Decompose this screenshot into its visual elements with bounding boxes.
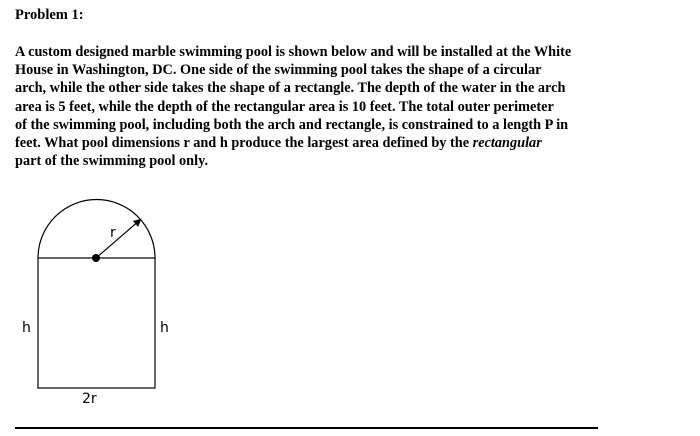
problem-line: part of the swimming pool only. bbox=[15, 153, 209, 170]
problem-title: Problem 1: bbox=[15, 7, 84, 23]
pool-arch-outline bbox=[38, 200, 155, 258]
radius-arrow bbox=[96, 220, 140, 258]
right-height-label: h bbox=[160, 320, 169, 336]
bottom-divider bbox=[15, 427, 598, 429]
radius-label: r bbox=[110, 225, 116, 241]
left-height-label: h bbox=[22, 320, 31, 336]
problem-line: of the swimming pool, including both the arch and rectangle, is constrained to a length P in bbox=[15, 116, 569, 133]
pool-rectangle-outline bbox=[38, 258, 155, 388]
problem-line: A custom designed marble swimming pool is shown below and will be installed at the White bbox=[15, 44, 572, 60]
problem-line: area is 5 feet, while the depth of the rectangular area is 10 feet. The total outer perimeter bbox=[15, 98, 554, 115]
problem-line-text: feet. What pool dimensions r and h produce the largest area defined by the bbox=[15, 135, 473, 152]
emphasized-word: rectangular bbox=[472, 135, 542, 152]
problem-line: arch, while the other side takes the shape of a rectangle. The depth of the water in the arch bbox=[15, 80, 566, 97]
problem-line: House in Washington, DC. One side of the swimming pool takes the shape of a circular bbox=[15, 62, 542, 79]
width-label: 2r bbox=[82, 391, 97, 407]
